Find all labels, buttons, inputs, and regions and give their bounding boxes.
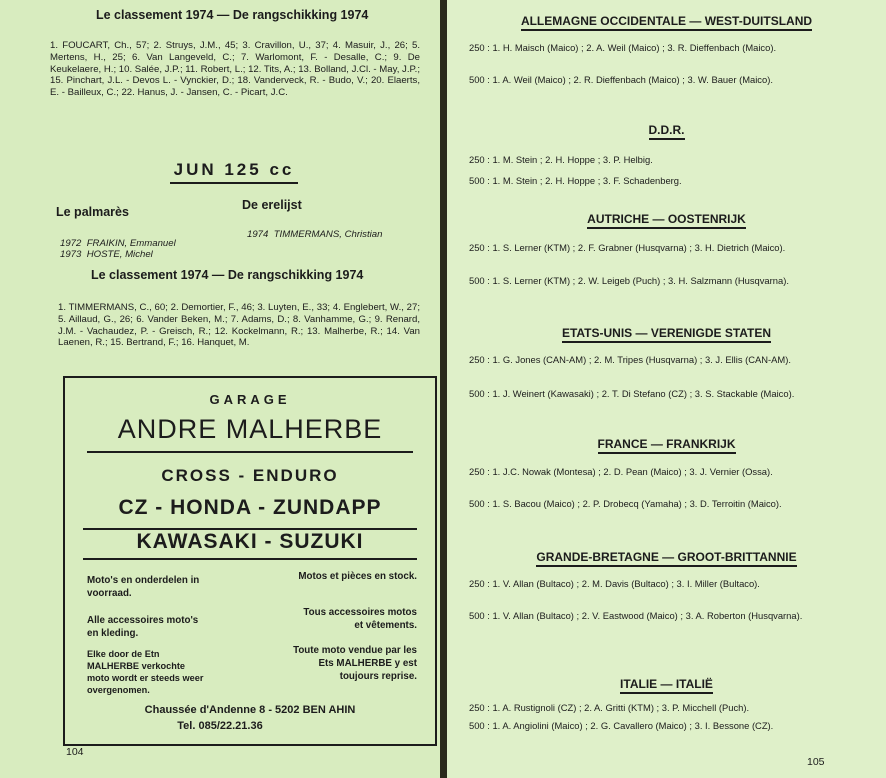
section-title-text: ALLEMAGNE OCCIDENTALE — WEST-DUITSLAND [521,14,812,31]
erelijst-label: De erelijst [242,198,302,212]
left-page [0,0,440,778]
ad-brands-underline [83,558,417,560]
erelijst-year: 1974 [247,229,269,240]
result-250: 250 : 1. A. Rustignoli (CZ) ; 2. A. Gritti (KTM) ; 3. P. Micchell (Puch). [469,702,750,713]
palmares-label: Le palmarès [56,205,129,219]
section-title-text: AUTRICHE — OOSTENRIJK [587,212,746,229]
erelijst-name: TIMMERMANS, Christian [273,229,383,240]
section-title-text: ETATS-UNIS — VERENIGDE STATEN [562,326,771,343]
result-250: 250 : 1. V. Allan (Bultaco) ; 2. M. Davis (Bultaco) ; 3. I. Miller (Bultaco). [469,578,760,589]
result-500: 500 : 1. V. Allan (Bultaco) ; 2. V. Eastwood (Maico) ; 3. A. Roberton (Husqvarna). [469,610,803,621]
section-title-text: FRANCE — FRANKRIJK [598,437,736,454]
section-title-text: D.D.R. [649,123,685,140]
ad-cross-enduro: CROSS - ENDURO [161,466,339,485]
ad-address: Chaussée d'Andenne 8 - 5202 BEN AHIN [144,704,356,716]
section-title-text: ITALIE — ITALIË [620,677,713,694]
section-title-text: GRANDE-BRETAGNE — GROOT-BRITTANNIE [536,550,796,567]
right-page [447,0,886,778]
classement-top-text: 1. FOUCART, Ch., 57; 2. Struys, J.M., 45; 3. Cravillon, U., 37; 4. Masuir, J., 26; 5. Mertens, H., 25; 6. Van Langeveld, C.; 7. Warlomont, F. - Desalle, C.; 9. De Keukelaere, H.; 10. Salée, J.P.; 11. Robert, L.; 12. Tits, A.; 13. Bolland, J.Cl. - May, J.P.; 15. Pinchart, J.L. - Devos L. - Vynckier, D.; 18. Vanderveck, R. - Budo, V.; 20. Elaerts, E. - Bailleux, C.; 22. Hanus, J. - Jansen, C. - Picart, J.C. [50,40,420,99]
page-number-right: 105 [807,756,825,768]
ad-nl-resale: Elke door de Etn MALHERBE verkochte moto wordt er steeds weer overgenomen. [87,649,204,695]
garage-advertisement [63,376,437,746]
result-250: 250 : 1. H. Maisch (Maico) ; 2. A. Weil (Maico) ; 3. R. Dieffenbach (Maico). [469,42,777,53]
palmares-entry [60,249,153,261]
category-title: JUN 125 cc [173,160,295,179]
result-500: 500 : 1. S. Lerner (KTM) ; 2. W. Leigeb (Puch) ; 3. H. Salzmann (Husqvarna). [469,275,789,286]
result-500: 500 : 1. S. Bacou (Maico) ; 2. P. Drobecq (Yamaha) ; 3. D. Terroitin (Maico). [469,498,782,509]
result-250: 250 : 1. J.C. Nowak (Montesa) ; 2. D. Pean (Maico) ; 3. J. Vernier (Ossa). [469,466,773,477]
result-500: 500 : 1. M. Stein ; 2. H. Hoppe ; 3. F. Schadenberg. [469,175,682,186]
result-500: 500 : 1. A. Weil (Maico) ; 2. R. Dieffenbach (Maico) ; 3. W. Bauer (Maico). [469,74,773,85]
category-underline [170,182,298,184]
section-title-great-britain [447,550,886,564]
section-title-usa [447,326,886,340]
result-250: 250 : 1. G. Jones (CAN-AM) ; 2. M. Tripes (Husqvarna) ; 3. J. Ellis (CAN-AM). [469,354,791,365]
classement-bottom-text: 1. TIMMERMANS, C., 60; 2. Demortier, F., 46; 3. Luyten, E., 33; 4. Englebert, W., 27; 5. Aillaud, G., 26; 6. Vander Beken, M.; 7. Adams, D.; 8. Vanhamme, G.; 9. Renard, J.M. - Vachaudez, P. - Greisch, R.; 12. Kockelmann, R.; 13. Malherbe, R.; 14. Van Laenen, R.; 15. Bertrand, F.; 16. Hanquet, M. [58,302,420,349]
erelijst-entry [247,229,382,241]
result-500: 500 : 1. J. Weinert (Kawasaki) ; 2. T. Di Stefano (CZ) ; 3. S. Stackable (Maico). [469,388,795,399]
ad-name-underline [87,451,413,453]
section-title-italy [447,677,886,691]
ad-nl-stock: Moto's en onderdelen in voorraad. [87,575,200,599]
classement-bottom-title: Le classement 1974 — De rangschikking 1974 [91,268,364,282]
ad-business-name: ANDRE MALHERBE [117,414,383,444]
ad-fr-accessories: Tous accessoires motos et vêtements. [303,607,417,631]
ad-fr-stock: Motos et pièces en stock. [298,571,417,582]
palmares-year: 1972 [60,238,82,249]
ad-telephone: Tel. 085/22.21.36 [177,720,263,732]
result-250: 250 : 1. S. Lerner (KTM) ; 2. F. Grabner (Husqvarna) ; 3. H. Dietrich (Maico). [469,242,786,253]
classement-top-title: Le classement 1974 — De rangschikking 1974 [96,8,369,22]
ad-nl-accessories: Alle accessoires moto's en kleding. [87,615,199,639]
palmares-entry [60,238,176,250]
section-title-france [447,437,886,451]
ad-brands-line1: CZ - HONDA - ZUNDAPP [118,496,382,519]
result-500: 500 : 1. A. Angiolini (Maico) ; 2. G. Cavallero (Maico) ; 3. I. Bessone (CZ). [469,720,774,731]
result-250: 250 : 1. M. Stein ; 2. H. Hoppe ; 3. P. Helbig. [469,154,653,165]
palmares-year: 1973 [60,249,82,260]
section-title-ddr [447,123,886,137]
section-title-austria [447,212,886,226]
palmares-name: HOSTE, Michel [86,249,153,260]
ad-garage-label: GARAGE [209,392,291,407]
palmares-name: FRAIKIN, Emmanuel [86,238,176,249]
ad-brands-line2: KAWASAKI - SUZUKI [136,530,364,553]
ad-fr-resale: Toute moto vendue par les Ets MALHERBE y est toujours reprise. [293,645,417,682]
section-title-west-germany [447,14,886,28]
page-number-left: 104 [66,746,84,758]
